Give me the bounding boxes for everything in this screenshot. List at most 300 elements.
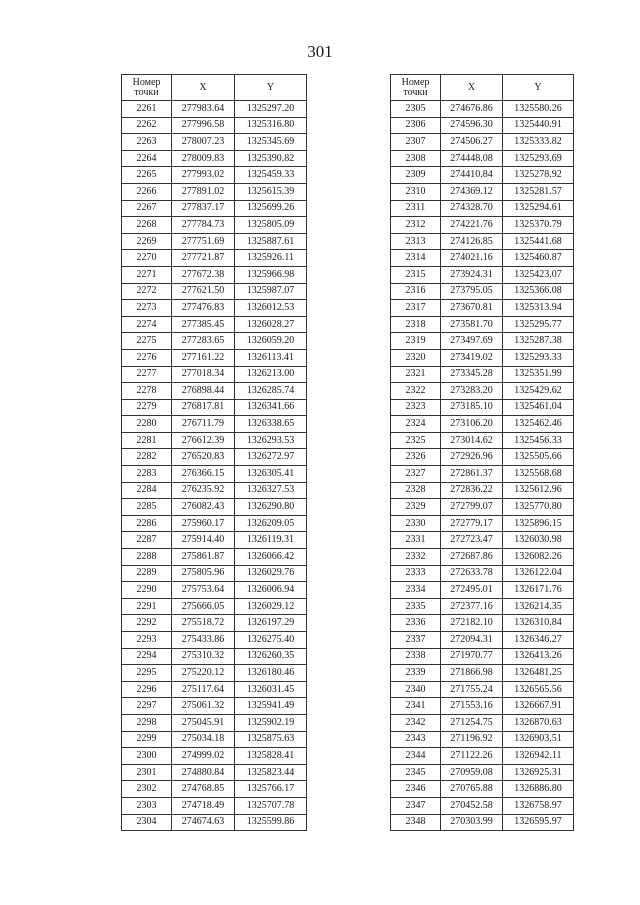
point-number-cell: 2262 <box>122 117 172 134</box>
point-number-cell: 2310 <box>391 183 441 200</box>
point-number-cell: 2307 <box>391 134 441 151</box>
x-cell: 273014.62 <box>441 432 503 449</box>
x-cell: 276711.79 <box>172 416 235 433</box>
table-row <box>391 316 574 333</box>
point-number-cell: 2294 <box>122 648 172 665</box>
point-number-cell: 2332 <box>391 549 441 566</box>
point-number-cell: 2282 <box>122 449 172 466</box>
y-cell: 1325293.33 <box>503 349 574 366</box>
coordinates-table-right <box>390 74 574 831</box>
x-cell: 273924.31 <box>441 266 503 283</box>
y-cell: 1325366.08 <box>503 283 574 300</box>
y-cell: 1326275.40 <box>235 632 307 649</box>
point-number-cell: 2327 <box>391 466 441 483</box>
x-cell: 276235.92 <box>172 482 235 499</box>
table-row <box>391 632 574 649</box>
y-cell: 1325926.11 <box>235 250 307 267</box>
table-row <box>122 101 307 118</box>
table-row <box>391 167 574 184</box>
point-number-cell: 2313 <box>391 233 441 250</box>
x-cell: 278009.83 <box>172 150 235 167</box>
y-cell: 1325370.79 <box>503 217 574 234</box>
point-number-cell: 2336 <box>391 615 441 632</box>
x-cell: 277018.34 <box>172 366 235 383</box>
table-row <box>122 266 307 283</box>
table-row <box>122 366 307 383</box>
y-cell: 1325462.46 <box>503 416 574 433</box>
point-number-cell: 2306 <box>391 117 441 134</box>
table-row <box>391 101 574 118</box>
x-cell: 277983.64 <box>172 101 235 118</box>
x-cell: 271755.24 <box>441 681 503 698</box>
point-number-cell: 2326 <box>391 449 441 466</box>
table-row <box>122 233 307 250</box>
x-cell: 270452.58 <box>441 797 503 814</box>
point-number-cell: 2279 <box>122 399 172 416</box>
x-cell: 274221.76 <box>441 217 503 234</box>
point-number-cell: 2274 <box>122 316 172 333</box>
y-cell: 1325987.07 <box>235 283 307 300</box>
y-cell: 1326029.12 <box>235 598 307 615</box>
x-cell: 274410.84 <box>441 167 503 184</box>
point-number-cell: 2270 <box>122 250 172 267</box>
table-row <box>122 582 307 599</box>
x-cell: 272836.22 <box>441 482 503 499</box>
y-cell: 1326305.41 <box>235 466 307 483</box>
x-cell: 274506.27 <box>441 134 503 151</box>
table-row <box>122 183 307 200</box>
y-cell: 1326059.20 <box>235 333 307 350</box>
y-cell: 1326565.56 <box>503 681 574 698</box>
y-cell: 1325568.68 <box>503 466 574 483</box>
header-y: Y <box>235 75 307 101</box>
point-number-cell: 2314 <box>391 250 441 267</box>
table-row <box>391 432 574 449</box>
x-cell: 275310.32 <box>172 648 235 665</box>
table-row <box>391 200 574 217</box>
table-row <box>122 217 307 234</box>
y-cell: 1326028.27 <box>235 316 307 333</box>
x-cell: 277996.58 <box>172 117 235 134</box>
table-row <box>122 714 307 731</box>
point-number-cell: 2295 <box>122 665 172 682</box>
y-cell: 1326341.66 <box>235 399 307 416</box>
table-row <box>122 698 307 715</box>
point-number-cell: 2324 <box>391 416 441 433</box>
y-cell: 1326310.84 <box>503 615 574 632</box>
point-number-cell: 2321 <box>391 366 441 383</box>
header-point-line1: Номер <box>132 76 161 88</box>
y-cell: 1326870.63 <box>503 714 574 731</box>
y-cell: 1326293.53 <box>235 432 307 449</box>
table-row <box>122 200 307 217</box>
y-cell: 1325333.82 <box>503 134 574 151</box>
y-cell: 1325316.80 <box>235 117 307 134</box>
table-row <box>122 150 307 167</box>
point-number-cell: 2341 <box>391 698 441 715</box>
y-cell: 1325941.49 <box>235 698 307 715</box>
x-cell: 274369.12 <box>441 183 503 200</box>
point-number-cell: 2298 <box>122 714 172 731</box>
point-number-cell: 2289 <box>122 565 172 582</box>
y-cell: 1325580.26 <box>503 101 574 118</box>
table-row <box>122 482 307 499</box>
y-cell: 1326942.11 <box>503 748 574 765</box>
y-cell: 1326285.74 <box>235 383 307 400</box>
table-header-row <box>122 75 307 101</box>
point-number-cell: 2286 <box>122 515 172 532</box>
y-cell: 1326903.51 <box>503 731 574 748</box>
x-cell: 275666.05 <box>172 598 235 615</box>
header-x: X <box>172 75 235 101</box>
y-cell: 1325278.92 <box>503 167 574 184</box>
table-row <box>391 748 574 765</box>
table-row <box>122 814 307 831</box>
table-row <box>122 731 307 748</box>
x-cell: 272779.17 <box>441 515 503 532</box>
header-y: Y <box>503 75 574 101</box>
point-number-cell: 2312 <box>391 217 441 234</box>
x-cell: 273106.20 <box>441 416 503 433</box>
table-row <box>391 714 574 731</box>
y-cell: 1325345.69 <box>235 134 307 151</box>
y-cell: 1325456.33 <box>503 432 574 449</box>
table-row <box>122 781 307 798</box>
point-number-cell: 2317 <box>391 300 441 317</box>
y-cell: 1326209.05 <box>235 515 307 532</box>
x-cell: 275753.64 <box>172 582 235 599</box>
x-cell: 271122.26 <box>441 748 503 765</box>
x-cell: 272926.96 <box>441 449 503 466</box>
x-cell: 270959.08 <box>441 764 503 781</box>
point-number-cell: 2308 <box>391 150 441 167</box>
table-row <box>122 549 307 566</box>
header-point-number <box>391 75 441 101</box>
point-number-cell: 2291 <box>122 598 172 615</box>
y-cell: 1326113.41 <box>235 349 307 366</box>
header-point-line2: точки <box>403 86 428 98</box>
table-row <box>391 698 574 715</box>
table-row <box>391 598 574 615</box>
x-cell: 272094.31 <box>441 632 503 649</box>
point-number-cell: 2281 <box>122 432 172 449</box>
table-row <box>122 797 307 814</box>
table-row <box>391 300 574 317</box>
x-cell: 272495.01 <box>441 582 503 599</box>
table-row <box>391 366 574 383</box>
y-cell: 1325766.17 <box>235 781 307 798</box>
table-row <box>122 300 307 317</box>
table-body-right <box>391 101 574 831</box>
point-number-cell: 2325 <box>391 432 441 449</box>
x-cell: 271970.77 <box>441 648 503 665</box>
x-cell: 275034.18 <box>172 731 235 748</box>
table-row <box>122 250 307 267</box>
x-cell: 274021.16 <box>441 250 503 267</box>
table-row <box>122 648 307 665</box>
x-cell: 275805.96 <box>172 565 235 582</box>
point-number-cell: 2290 <box>122 582 172 599</box>
table-row <box>391 449 574 466</box>
table-row <box>391 797 574 814</box>
y-cell: 1326029.76 <box>235 565 307 582</box>
table-row <box>391 399 574 416</box>
x-cell: 275960.17 <box>172 515 235 532</box>
y-cell: 1325423.07 <box>503 266 574 283</box>
point-number-cell: 2318 <box>391 316 441 333</box>
y-cell: 1325297.20 <box>235 101 307 118</box>
x-cell: 270765.88 <box>441 781 503 798</box>
x-cell: 277837.17 <box>172 200 235 217</box>
y-cell: 1326260.35 <box>235 648 307 665</box>
y-cell: 1326082.26 <box>503 549 574 566</box>
x-cell: 275061.32 <box>172 698 235 715</box>
header-point-line2: точки <box>134 86 159 98</box>
y-cell: 1326006.94 <box>235 582 307 599</box>
point-number-cell: 2284 <box>122 482 172 499</box>
table-row <box>391 615 574 632</box>
x-cell: 277161.22 <box>172 349 235 366</box>
table-row <box>391 333 574 350</box>
table-row <box>391 250 574 267</box>
table-row <box>391 582 574 599</box>
table-row <box>391 283 574 300</box>
table-row <box>391 466 574 483</box>
y-cell: 1326327.53 <box>235 482 307 499</box>
point-number-cell: 2330 <box>391 515 441 532</box>
x-cell: 274880.84 <box>172 764 235 781</box>
x-cell: 275117.64 <box>172 681 235 698</box>
point-number-cell: 2268 <box>122 217 172 234</box>
table-row <box>122 416 307 433</box>
y-cell: 1326272.97 <box>235 449 307 466</box>
x-cell: 277721.87 <box>172 250 235 267</box>
y-cell: 1325461.04 <box>503 399 574 416</box>
table-row <box>122 764 307 781</box>
x-cell: 275861.87 <box>172 549 235 566</box>
table-row <box>391 117 574 134</box>
x-cell: 275433.86 <box>172 632 235 649</box>
y-cell: 1325429.62 <box>503 383 574 400</box>
point-number-cell: 2272 <box>122 283 172 300</box>
point-number-cell: 2293 <box>122 632 172 649</box>
table-row <box>122 333 307 350</box>
x-cell: 271254.75 <box>441 714 503 731</box>
x-cell: 272723.47 <box>441 532 503 549</box>
point-number-cell: 2305 <box>391 101 441 118</box>
y-cell: 1325902.19 <box>235 714 307 731</box>
point-number-cell: 2297 <box>122 698 172 715</box>
y-cell: 1326122.04 <box>503 565 574 582</box>
table-header-row <box>391 75 574 101</box>
point-number-cell: 2344 <box>391 748 441 765</box>
header-point-number <box>122 75 172 101</box>
table-row <box>391 515 574 532</box>
y-cell: 1325828.41 <box>235 748 307 765</box>
table-row <box>391 482 574 499</box>
x-cell: 273670.81 <box>441 300 503 317</box>
x-cell: 276082.43 <box>172 499 235 516</box>
point-number-cell: 2311 <box>391 200 441 217</box>
point-number-cell: 2320 <box>391 349 441 366</box>
y-cell: 1325295.77 <box>503 316 574 333</box>
x-cell: 274718.49 <box>172 797 235 814</box>
point-number-cell: 2334 <box>391 582 441 599</box>
point-number-cell: 2315 <box>391 266 441 283</box>
x-cell: 275045.91 <box>172 714 235 731</box>
y-cell: 1325770.80 <box>503 499 574 516</box>
point-number-cell: 2302 <box>122 781 172 798</box>
y-cell: 1326171.76 <box>503 582 574 599</box>
x-cell: 277751.69 <box>172 233 235 250</box>
table-row <box>122 117 307 134</box>
y-cell: 1326346.27 <box>503 632 574 649</box>
point-number-cell: 2269 <box>122 233 172 250</box>
page-number: 301 <box>307 42 333 61</box>
point-number-cell: 2266 <box>122 183 172 200</box>
table-row <box>391 183 574 200</box>
point-number-cell: 2335 <box>391 598 441 615</box>
x-cell: 273283.20 <box>441 383 503 400</box>
header-point-line1: Номер <box>401 76 430 88</box>
x-cell: 274328.70 <box>441 200 503 217</box>
table-row <box>391 681 574 698</box>
y-cell: 1326031.45 <box>235 681 307 698</box>
point-number-cell: 2277 <box>122 366 172 383</box>
x-cell: 271553.16 <box>441 698 503 715</box>
table-row <box>391 150 574 167</box>
point-number-cell: 2346 <box>391 781 441 798</box>
point-number-cell: 2331 <box>391 532 441 549</box>
point-number-cell: 2303 <box>122 797 172 814</box>
x-cell: 276366.15 <box>172 466 235 483</box>
point-number-cell: 2300 <box>122 748 172 765</box>
point-number-cell: 2267 <box>122 200 172 217</box>
y-cell: 1326481.25 <box>503 665 574 682</box>
y-cell: 1325293.69 <box>503 150 574 167</box>
y-cell: 1325459.33 <box>235 167 307 184</box>
y-cell: 1326925.31 <box>503 764 574 781</box>
point-number-cell: 2285 <box>122 499 172 516</box>
table-row <box>391 665 574 682</box>
table-row <box>122 316 307 333</box>
x-cell: 272182.10 <box>441 615 503 632</box>
x-cell: 273185.10 <box>441 399 503 416</box>
table-row <box>391 731 574 748</box>
y-cell: 1326213.00 <box>235 366 307 383</box>
table-row <box>122 615 307 632</box>
point-number-cell: 2304 <box>122 814 172 831</box>
x-cell: 276817.81 <box>172 399 235 416</box>
table-row <box>391 499 574 516</box>
table-row <box>391 549 574 566</box>
header-x: X <box>441 75 503 101</box>
table-row <box>391 814 574 831</box>
x-cell: 272861.37 <box>441 466 503 483</box>
y-cell: 1325281.57 <box>503 183 574 200</box>
y-cell: 1326214.35 <box>503 598 574 615</box>
y-cell: 1325505.66 <box>503 449 574 466</box>
y-cell: 1326595.97 <box>503 814 574 831</box>
table-row <box>122 748 307 765</box>
table-row <box>391 383 574 400</box>
y-cell: 1326290.80 <box>235 499 307 516</box>
table-row <box>391 781 574 798</box>
point-number-cell: 2276 <box>122 349 172 366</box>
table-row <box>391 349 574 366</box>
x-cell: 272799.07 <box>441 499 503 516</box>
point-number-cell: 2348 <box>391 814 441 831</box>
table-row <box>122 349 307 366</box>
x-cell: 277621.50 <box>172 283 235 300</box>
point-number-cell: 2347 <box>391 797 441 814</box>
y-cell: 1325440.91 <box>503 117 574 134</box>
x-cell: 272633.78 <box>441 565 503 582</box>
point-number-cell: 2273 <box>122 300 172 317</box>
point-number-cell: 2271 <box>122 266 172 283</box>
x-cell: 274768.85 <box>172 781 235 798</box>
table-row <box>122 134 307 151</box>
x-cell: 273345.28 <box>441 366 503 383</box>
point-number-cell: 2287 <box>122 532 172 549</box>
point-number-cell: 2288 <box>122 549 172 566</box>
table-row <box>391 648 574 665</box>
y-cell: 1325612.96 <box>503 482 574 499</box>
point-number-cell: 2329 <box>391 499 441 516</box>
table-row <box>391 233 574 250</box>
point-number-cell: 2338 <box>391 648 441 665</box>
y-cell: 1325599.86 <box>235 814 307 831</box>
y-cell: 1326030.98 <box>503 532 574 549</box>
y-cell: 1325707.78 <box>235 797 307 814</box>
point-number-cell: 2280 <box>122 416 172 433</box>
point-number-cell: 2342 <box>391 714 441 731</box>
y-cell: 1325823.44 <box>235 764 307 781</box>
y-cell: 1325294.61 <box>503 200 574 217</box>
point-number-cell: 2328 <box>391 482 441 499</box>
y-cell: 1326886.80 <box>503 781 574 798</box>
table-row <box>122 449 307 466</box>
x-cell: 273419.02 <box>441 349 503 366</box>
point-number-cell: 2278 <box>122 383 172 400</box>
y-cell: 1326066.42 <box>235 549 307 566</box>
point-number-cell: 2296 <box>122 681 172 698</box>
table-row <box>391 416 574 433</box>
y-cell: 1325351.99 <box>503 366 574 383</box>
table-row <box>122 532 307 549</box>
table-row <box>122 565 307 582</box>
table-row <box>122 399 307 416</box>
y-cell: 1325287.38 <box>503 333 574 350</box>
x-cell: 274126.85 <box>441 233 503 250</box>
point-number-cell: 2292 <box>122 615 172 632</box>
x-cell: 274674.63 <box>172 814 235 831</box>
x-cell: 270303.99 <box>441 814 503 831</box>
y-cell: 1325887.61 <box>235 233 307 250</box>
x-cell: 273795.05 <box>441 283 503 300</box>
point-number-cell: 2333 <box>391 565 441 582</box>
x-cell: 275914.40 <box>172 532 235 549</box>
table-row <box>391 565 574 582</box>
table-row <box>122 681 307 698</box>
x-cell: 273581.70 <box>441 316 503 333</box>
table-body-left <box>122 101 307 831</box>
y-cell: 1325460.87 <box>503 250 574 267</box>
point-number-cell: 2261 <box>122 101 172 118</box>
x-cell: 277784.73 <box>172 217 235 234</box>
y-cell: 1325896.15 <box>503 515 574 532</box>
point-number-cell: 2323 <box>391 399 441 416</box>
